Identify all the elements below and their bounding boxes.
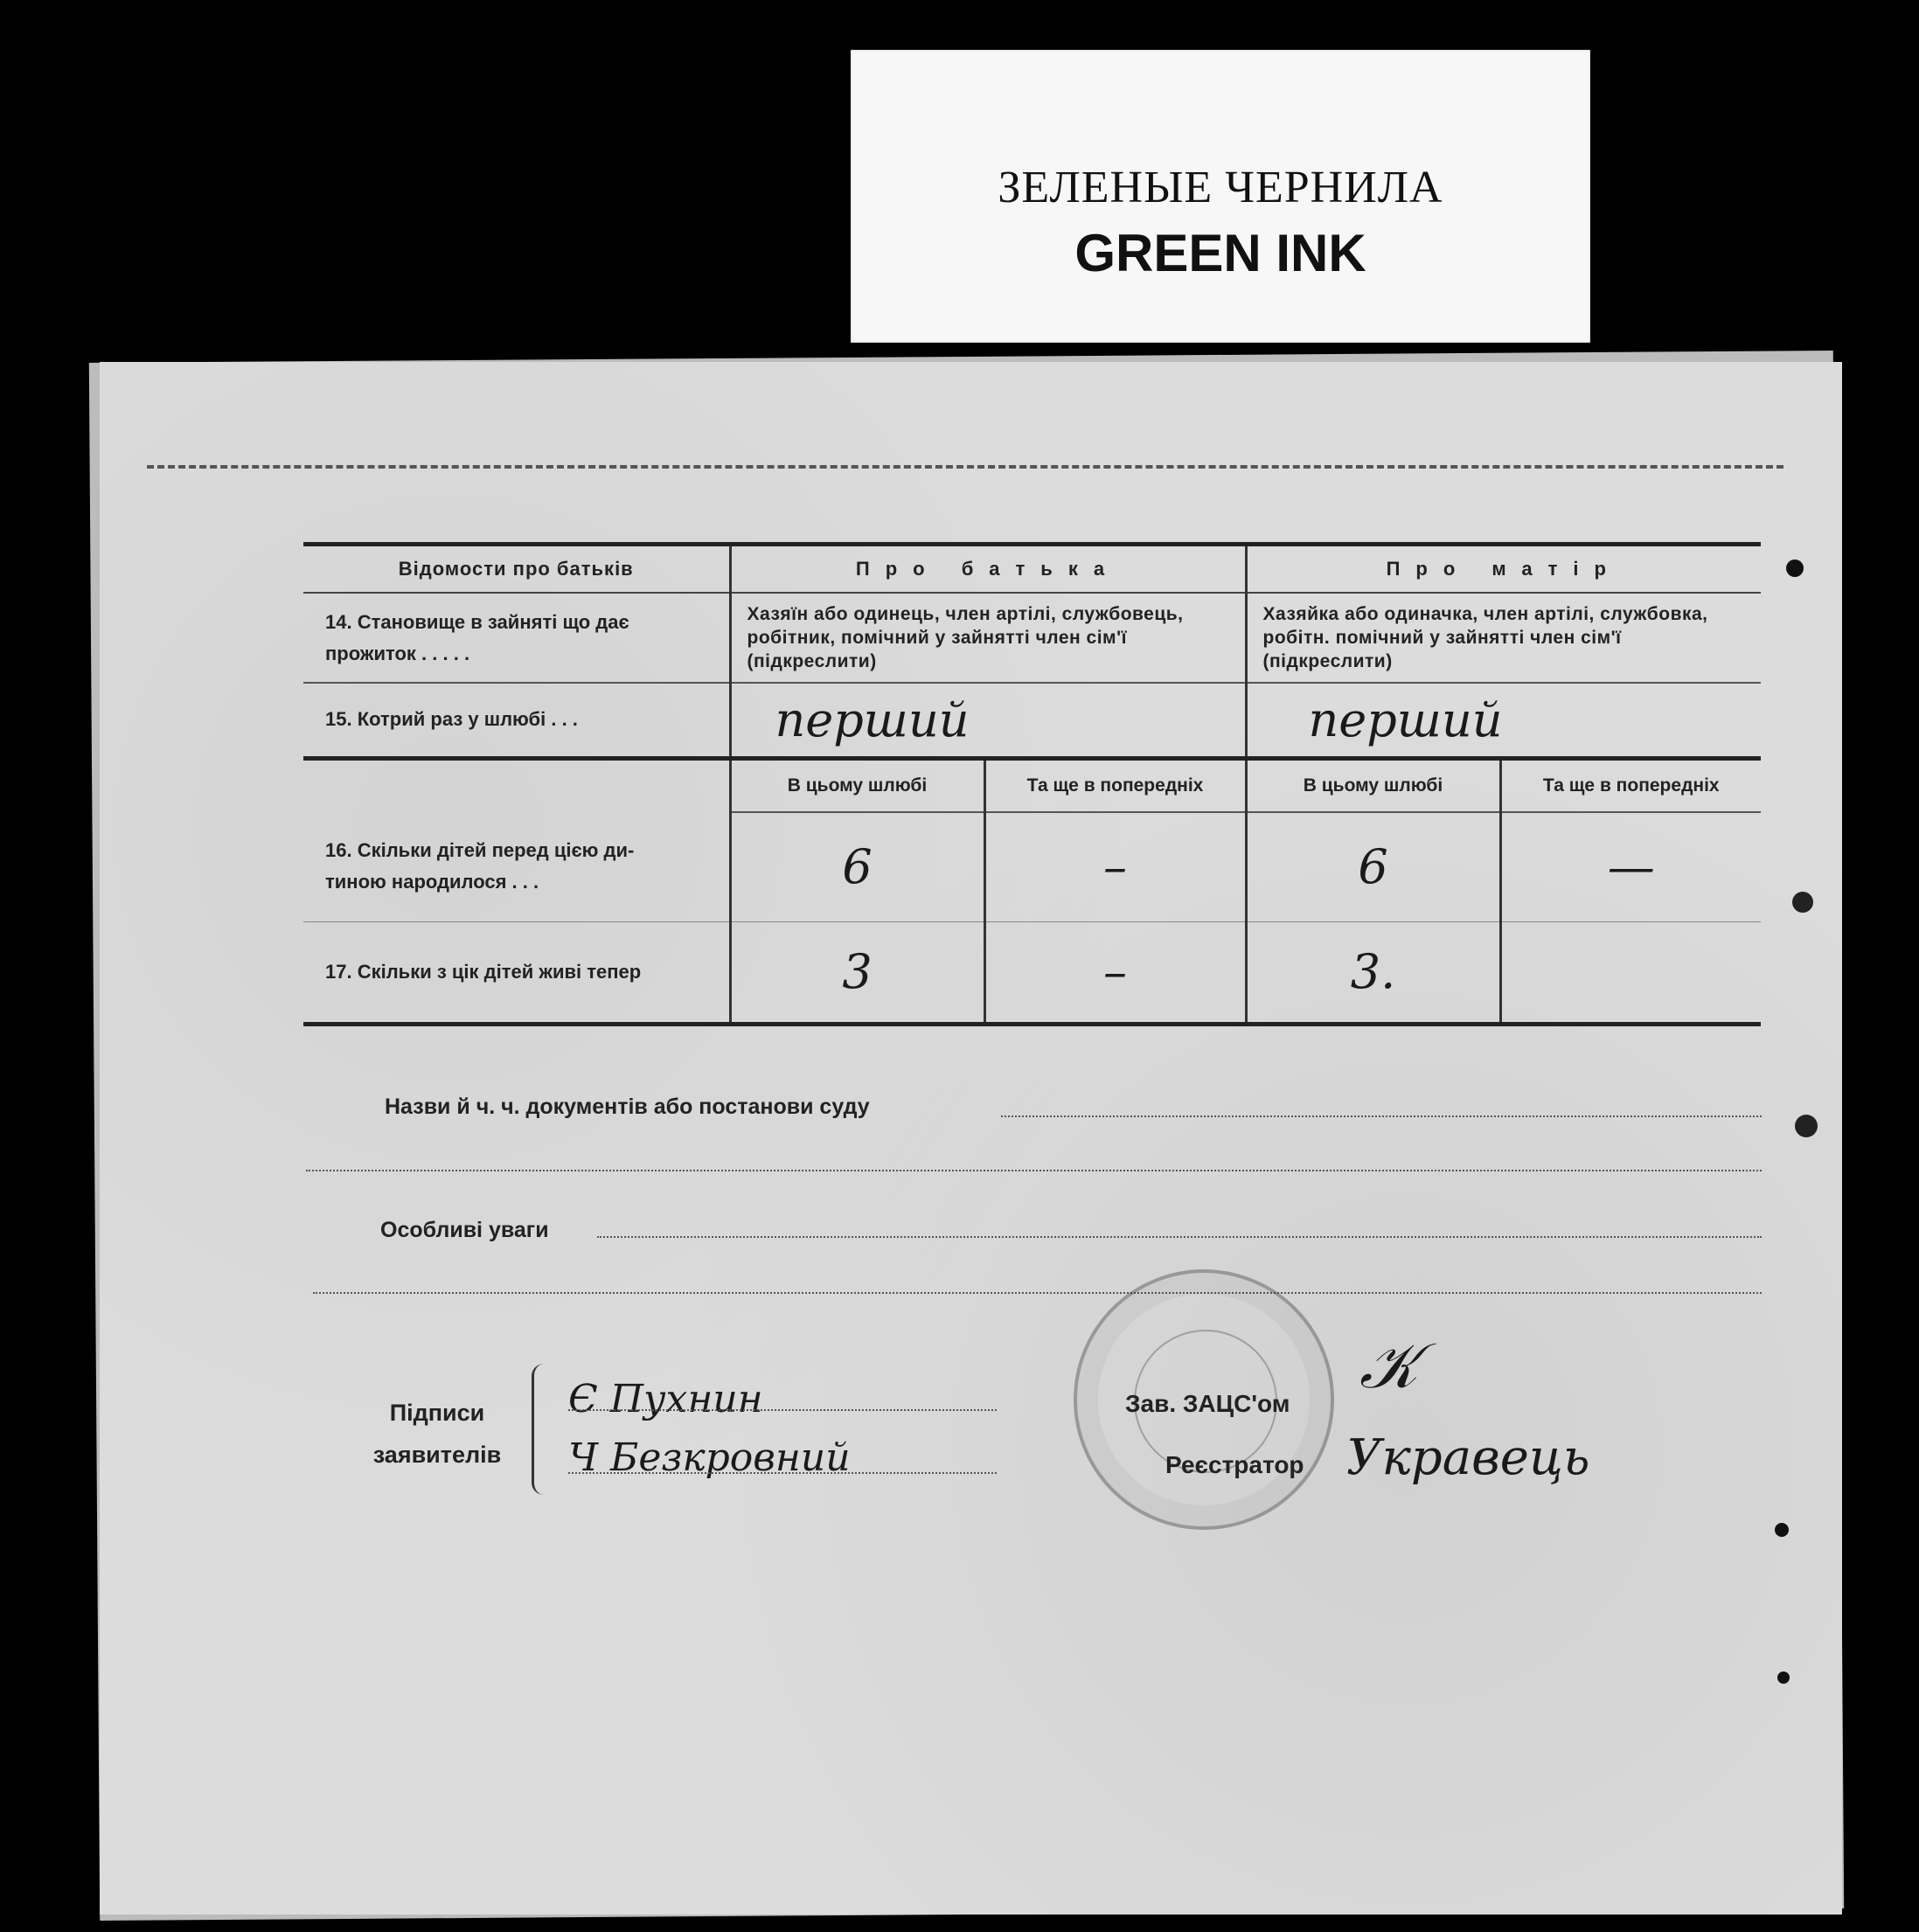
q17-label: 17. Скільки з цік дітей живі тепер bbox=[303, 921, 730, 1024]
q14-mother-options: Хазяйка або одиначка, член артілі, службовка, робітн. помічний у зайнятті член сім'ї (підкреслити) bbox=[1246, 593, 1761, 683]
documents-line-2 bbox=[306, 1170, 1762, 1171]
row-17 bbox=[303, 921, 1761, 1024]
signatures-brace bbox=[532, 1364, 553, 1495]
signatures-label bbox=[358, 1392, 516, 1476]
documents-line-1 bbox=[1001, 1115, 1762, 1117]
q17-mother-this: 3. bbox=[1246, 921, 1500, 1024]
remarks-line-2 bbox=[313, 1292, 1762, 1294]
zags-head-label: Зав. ЗАЦС'ом bbox=[1125, 1390, 1290, 1417]
subheader-mother-prev: Та ще в попередніх bbox=[1500, 758, 1761, 812]
q15-label: 15. Котрий раз у шлюбі . . . bbox=[303, 683, 730, 758]
signature-line-2 bbox=[568, 1472, 997, 1474]
perforation-line bbox=[147, 465, 1783, 469]
q16-label-line1: 16. Скільки дітей перед цією ди- bbox=[325, 839, 635, 861]
q17-father-prev: – bbox=[984, 921, 1246, 1024]
subheader-mother-this: В цьому шлюбі bbox=[1246, 758, 1500, 812]
q16-label bbox=[303, 812, 730, 922]
q16-father-this: 6 bbox=[730, 812, 984, 922]
q14-label bbox=[303, 593, 730, 683]
binding-hole-2 bbox=[1792, 892, 1813, 913]
q17-mother-prev bbox=[1500, 921, 1761, 1024]
q15-mother-value: перший bbox=[1246, 683, 1761, 758]
subheader-blank bbox=[303, 758, 730, 812]
q14-label-line2: прожиток . . . . . bbox=[325, 642, 470, 664]
label-en-text: GREEN INK bbox=[1074, 224, 1366, 282]
row-16 bbox=[303, 812, 1761, 922]
row-15 bbox=[303, 683, 1761, 758]
row-14 bbox=[303, 593, 1761, 683]
signatures-label-line2: заявителів bbox=[372, 1442, 502, 1468]
q16-mother-this: 6 bbox=[1246, 812, 1500, 922]
signatures-label-line1: Підписи bbox=[389, 1400, 485, 1426]
subheader-father-this: В цьому шлюбі bbox=[730, 758, 984, 812]
q16-label-line2: тиною народилося . . . bbox=[325, 871, 539, 893]
applicant-signature-1: Є Пухнин bbox=[568, 1377, 763, 1421]
q16-mother-prev: — bbox=[1500, 812, 1761, 922]
q15-father-value: перший bbox=[730, 683, 1246, 758]
q14-label-line1: 14. Становище в зайняті що дає bbox=[325, 610, 629, 633]
q16-father-prev: – bbox=[984, 812, 1246, 922]
q14-father-options: Хазяїн або одинець, член артілі, службовець, робітник, помічний у зайнятті член сім'ї (підкреслити) bbox=[730, 593, 1246, 683]
binding-hole-1 bbox=[1786, 559, 1804, 577]
header-info: Відомости про батьків bbox=[303, 545, 730, 594]
registrar-label: Реєстратор bbox=[1165, 1451, 1304, 1478]
children-subheader-row bbox=[303, 758, 1761, 812]
subheader-father-prev: Та ще в попередніх bbox=[984, 758, 1246, 812]
zags-head-signature: 𝒦 bbox=[1359, 1329, 1418, 1402]
table-header-row bbox=[303, 545, 1761, 594]
binding-hole-3 bbox=[1795, 1115, 1818, 1137]
parents-info-table bbox=[303, 542, 1761, 1026]
binding-hole-4 bbox=[1775, 1523, 1789, 1537]
registrar-signature: Укравець bbox=[1346, 1429, 1590, 1486]
remarks-label: Особливі уваги bbox=[380, 1218, 549, 1242]
green-ink-label-card bbox=[851, 50, 1590, 343]
label-ru-text: ЗЕЛЕНЫЕ ЧЕРНИЛА bbox=[998, 163, 1443, 212]
header-father: Про батька bbox=[730, 545, 1246, 594]
signature-line-1 bbox=[568, 1409, 997, 1411]
q17-father-this: 3 bbox=[730, 921, 984, 1024]
binding-hole-5 bbox=[1777, 1671, 1790, 1684]
documents-label: Назви й ч. ч. документів або постанови суду bbox=[385, 1095, 870, 1119]
remarks-line-1 bbox=[597, 1236, 1762, 1238]
applicant-signature-2: Ч Безкровний bbox=[568, 1435, 851, 1480]
header-mother: Про матір bbox=[1246, 545, 1761, 594]
